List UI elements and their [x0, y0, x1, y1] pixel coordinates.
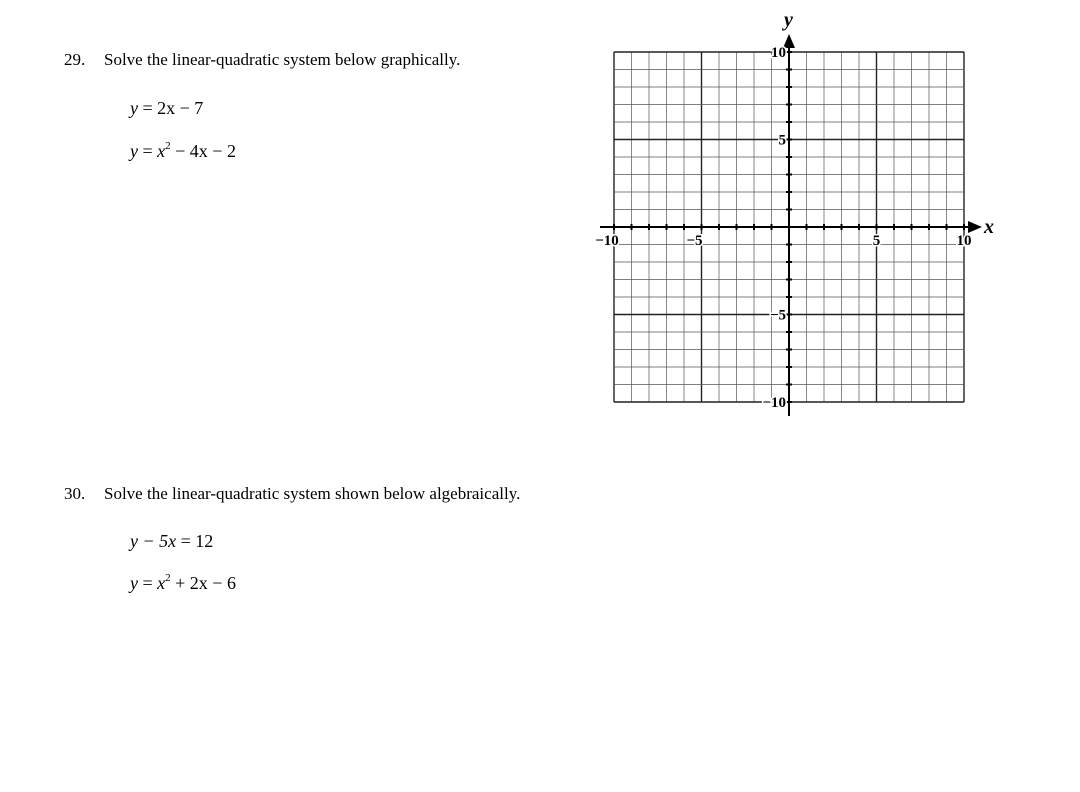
x-tick-label: −5	[686, 233, 703, 249]
equation-quadratic: $y = x^2 - 4x - 2$	[130, 140, 236, 161]
y-axis-label: y	[784, 9, 793, 31]
y-tick-label: −10	[762, 395, 786, 411]
x-tick-label: 10	[956, 233, 972, 249]
equation-line: y = 2x − 7	[130, 98, 204, 118]
problem-prompt: Solve the linear-quadratic system below graphically.	[104, 50, 461, 69]
x-axis-arrow	[968, 221, 982, 233]
problem-number: 30.	[64, 484, 86, 503]
problem-29	[64, 50, 460, 70]
y-tick-label: 10	[771, 45, 786, 61]
y-tick-label: −5	[769, 307, 786, 324]
coordinate-grid	[588, 8, 998, 428]
y-tick-label: 5	[778, 132, 786, 149]
x-tick-label: −10	[595, 233, 619, 249]
problem-prompt: Solve the linear-quadratic system shown below algebraically.	[104, 484, 521, 503]
axes	[600, 34, 982, 416]
x-axis-label: x	[984, 216, 994, 238]
problem-30	[64, 484, 520, 504]
equation-line: y − 5x = 12	[130, 531, 214, 551]
equation-quadratic: $y = x^2 + 2x - 6$	[130, 572, 236, 593]
problem-number: 29.	[64, 50, 86, 69]
x-tick-label: 5	[872, 233, 881, 249]
